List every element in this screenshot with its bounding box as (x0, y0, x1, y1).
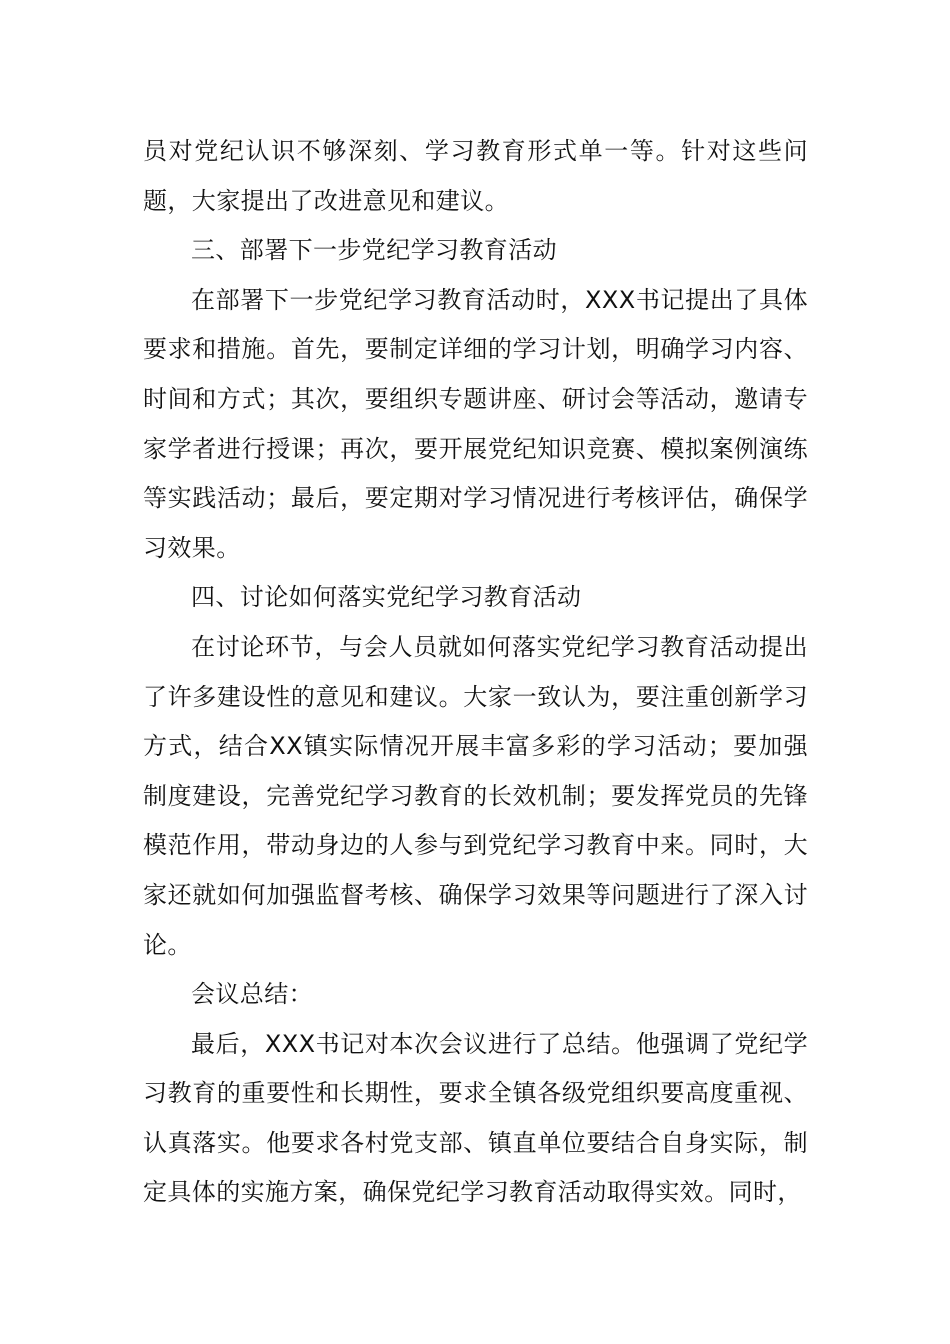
document-page (143, 127, 808, 1218)
paragraph-continuation: 员对党纪认识不够深刻、学习教育形式单一等。针对这些问题，大家提出了改进意见和建议。 (143, 137, 808, 215)
section-heading-4: 四、讨论如何落实党纪学习教育活动 (191, 583, 582, 612)
paragraph-section-3: 在部署下一步党纪学习教育活动时，XXX书记提出了具体要求和措施。首先，要制定详细的学习计划，明确学习内容、时间和方式；其次，要组织专题讲座、研讨会等活动，邀请专家学者进行授课；再次，要开展党纪知识竞赛、模拟案例演练等实践活动；最后，要定期对学习情况进行考核评估，确保学习效果。 (143, 285, 808, 562)
paragraph-summary: 最后，XXX书记对本次会议进行了总结。他强调了党纪学习教育的重要性和长期性，要求全镇各级党组织要高度重视、认真落实。他要求各村党支部、镇直单位要结合自身实际，制定具体的实施方案，确保党纪学习教育活动取得实效。同时， (143, 1029, 808, 1207)
summary-heading: 会议总结： (191, 980, 313, 1009)
section-heading-3: 三、部署下一步党纪学习教育活动 (191, 236, 557, 265)
paragraph-section-4: 在讨论环节，与会人员就如何落实党纪学习教育活动提出了许多建设性的意见和建议。大家一致认为，要注重创新学习方式，结合XX镇实际情况开展丰富多彩的学习活动；要加强制度建设，完善党纪学习教育的长效机制；要发挥党员的先锋模范作用，带动身边的人参与到党纪学习教育中来。同时，大家还就如何加强监督考核、确保学习效果等问题进行了深入讨论。 (143, 632, 808, 959)
